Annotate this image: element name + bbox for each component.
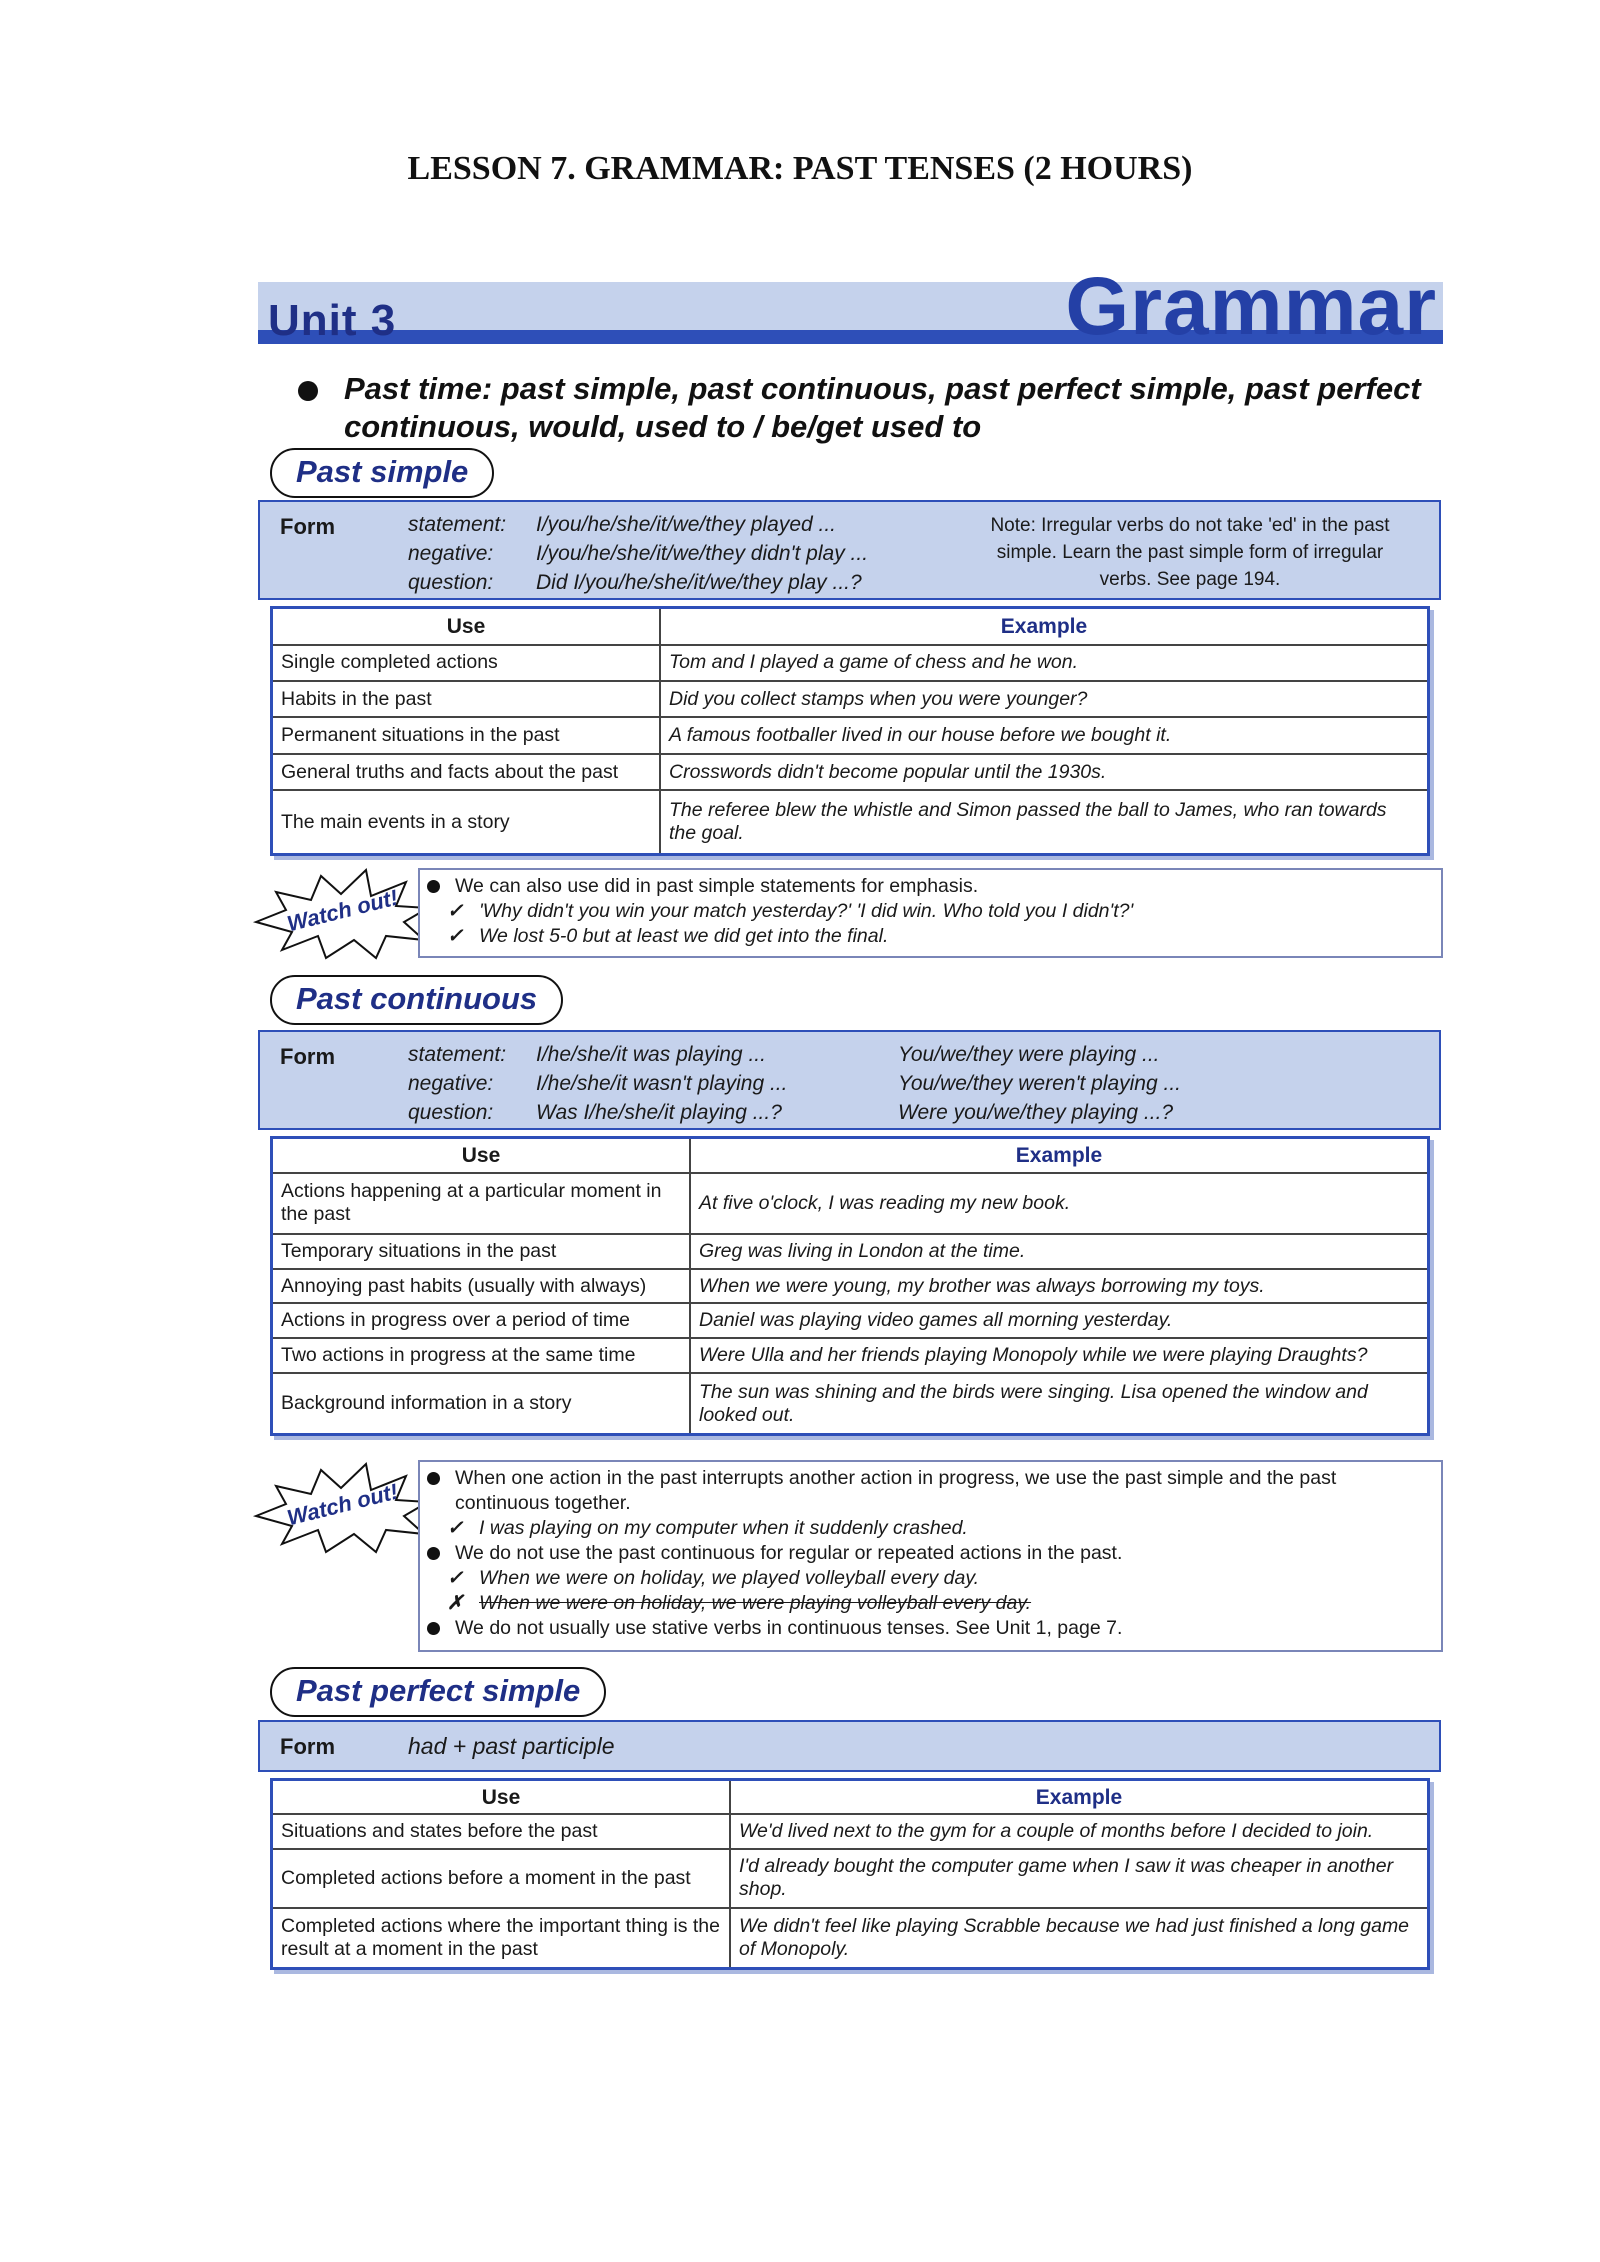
form-box-past-continuous	[258, 1030, 1441, 1130]
table-row	[272, 717, 1429, 753]
bullet-dot-icon	[298, 381, 318, 401]
example-column-header: Example	[730, 1780, 1429, 1815]
watch-out-bullet: When one action in the past interrupts another action in progress, we use the past simple and the past continuous together.	[455, 1466, 1431, 1516]
example-cell: Crosswords didn't become popular until the 1930s.	[660, 754, 1429, 790]
table-row	[272, 645, 1429, 681]
use-cell: Annoying past habits (usually with always)	[272, 1269, 691, 1304]
section-title-past-perfect: Past perfect simple	[270, 1667, 606, 1717]
grammar-sheet	[258, 261, 1443, 1990]
use-cell: Actions in progress over a period of time	[272, 1303, 691, 1338]
form-row-statement-plural: You/we/they were playing ...	[898, 1043, 1160, 1066]
table-row	[272, 1338, 1429, 1373]
watch-out-example: ✓ We lost 5-0 but at least we did get into the final.	[447, 925, 889, 947]
example-cell: Greg was living in London at the time.	[690, 1234, 1429, 1269]
check-icon: ✓	[447, 1517, 464, 1539]
use-cell: General truths and facts about the past	[272, 754, 661, 790]
form-row-statement: statement: I/he/she/it was playing ...	[408, 1043, 766, 1066]
watch-out-badge	[246, 1456, 436, 1556]
past-simple-table	[270, 606, 1430, 856]
example-cell: We didn't feel like playing Scrabble because we had just finished a long game of Monopoly.	[730, 1908, 1429, 1968]
watch-out-label: Watch out!	[284, 1478, 401, 1531]
form-row-question-plural: Were you/we/they playing ...?	[898, 1101, 1174, 1124]
watch-out-label: Watch out!	[284, 884, 401, 937]
example-cell: The referee blew the whistle and Simon passed the ball to James, who ran towards the goal.	[660, 790, 1429, 854]
form-label: Form	[280, 514, 335, 539]
bullet-dot-icon	[427, 1472, 440, 1485]
use-column-header: Use	[272, 1138, 691, 1173]
use-column-header: Use	[272, 608, 661, 645]
form-value: had + past participle	[408, 1733, 615, 1759]
watch-out-bullet: We can also use did in past simple statements for emphasis.	[455, 874, 1431, 899]
table-row	[272, 754, 1429, 790]
example-cell: I'd already bought the computer game when I saw it was cheaper in another shop.	[730, 1849, 1429, 1909]
example-cell: Did you collect stamps when you were younger?	[660, 681, 1429, 717]
use-cell: Single completed actions	[272, 645, 661, 681]
example-cell: A famous footballer lived in our house before we bought it.	[660, 717, 1429, 753]
example-cell: The sun was shining and the birds were singing. Lisa opened the window and looked out.	[690, 1373, 1429, 1434]
form-row-statement: statement: I/you/he/she/it/we/they played ...	[408, 513, 837, 536]
use-cell: The main events in a story	[272, 790, 661, 854]
table-row	[272, 1908, 1429, 1968]
table-row	[272, 1234, 1429, 1269]
section-title-past-continuous: Past continuous	[270, 975, 563, 1025]
watch-out-box-past-simple	[418, 868, 1443, 958]
example-cell: Tom and I played a game of chess and he won.	[660, 645, 1429, 681]
bullet-dot-icon	[427, 1547, 440, 1560]
table-row	[272, 1814, 1429, 1848]
form-rows	[408, 1040, 787, 1127]
form-label: Form	[280, 1044, 335, 1069]
example-cell: Were Ulla and her friends playing Monopoly while we were playing Draughts?	[690, 1338, 1429, 1373]
use-cell: Background information in a story	[272, 1373, 691, 1434]
watch-out-example: ✓ 'Why didn't you win your match yesterday?' 'I did win. Who told you I didn't?'	[447, 900, 1134, 922]
use-cell: Temporary situations in the past	[272, 1234, 691, 1269]
check-icon: ✓	[447, 1567, 464, 1589]
example-cell: Daniel was playing video games all morning yesterday.	[690, 1303, 1429, 1338]
table-row	[272, 1269, 1429, 1304]
section-title-past-simple: Past simple	[270, 448, 494, 498]
section-heading: Grammar	[1065, 261, 1437, 352]
table-row	[272, 790, 1429, 854]
table-row	[272, 1303, 1429, 1338]
check-icon: ✓	[447, 900, 464, 922]
example-cell: At five o'clock, I was reading my new book.	[690, 1173, 1429, 1234]
table-row	[272, 681, 1429, 717]
past-continuous-table	[270, 1136, 1430, 1436]
table-row	[272, 1849, 1429, 1909]
watch-out-bullet: We do not use the past continuous for regular or repeated actions in the past.	[455, 1541, 1431, 1566]
past-perfect-table	[270, 1778, 1430, 1970]
form-rows	[408, 510, 868, 597]
use-cell: Completed actions before a moment in the past	[272, 1849, 731, 1909]
form-box-past-perfect	[258, 1720, 1441, 1772]
check-icon: ✓	[447, 925, 464, 947]
use-cell: Completed actions where the important thing is the result at a moment in the past	[272, 1908, 731, 1968]
watch-out-wrong-example: ✗ When we were on holiday, we were playing volleyball every day.	[447, 1592, 1032, 1614]
lesson-title: LESSON 7. GRAMMAR: PAST TENSES (2 HOURS)	[407, 150, 1193, 187]
watch-out-badge	[246, 862, 436, 962]
use-cell: Two actions in progress at the same time	[272, 1338, 691, 1373]
watch-out-bullet: We do not usually use stative verbs in continuous tenses. See Unit 1, page 7.	[455, 1616, 1431, 1641]
watch-out-box-past-continuous	[418, 1460, 1443, 1652]
bullet-dot-icon	[427, 1622, 440, 1635]
form-label: Form	[280, 1734, 335, 1759]
use-cell: Permanent situations in the past	[272, 717, 661, 753]
unit-label: Unit 3	[268, 296, 397, 345]
form-rows-plural	[898, 1040, 1181, 1127]
use-cell: Habits in the past	[272, 681, 661, 717]
form-row-question: question: Was I/he/she/it playing ...?	[408, 1101, 782, 1124]
table-header-row	[272, 608, 1429, 645]
table-header-row	[272, 1780, 1429, 1815]
form-row-negative: negative: I/he/she/it wasn't playing ...	[408, 1072, 788, 1095]
use-column-header: Use	[272, 1780, 731, 1815]
intro-bullet	[298, 370, 1428, 446]
watch-out-example: ✓ When we were on holiday, we played volleyball every day.	[447, 1567, 980, 1589]
use-cell: Situations and states before the past	[272, 1814, 731, 1848]
example-column-header: Example	[690, 1138, 1429, 1173]
table-header-row	[272, 1138, 1429, 1173]
table-row	[272, 1173, 1429, 1234]
form-row-negative-plural: You/we/they weren't playing ...	[898, 1072, 1182, 1095]
intro-text: Past time: past simple, past continuous, past perfect simple, past perfect continuous, would, used to / be/get used to	[344, 371, 1421, 444]
watch-out-example: ✓ I was playing on my computer when it suddenly crashed.	[447, 1517, 968, 1539]
irregular-verbs-note: Note: Irregular verbs do not take 'ed' in the past simple. Learn the past simple form of irregular verbs. See page 194.	[990, 515, 1390, 590]
form-box-past-simple	[258, 500, 1441, 600]
use-cell: Actions happening at a particular moment in the past	[272, 1173, 691, 1234]
example-cell: We'd lived next to the gym for a couple of months before I decided to join.	[730, 1814, 1429, 1848]
example-cell: When we were young, my brother was always borrowing my toys.	[690, 1269, 1429, 1304]
example-column-header: Example	[660, 608, 1429, 645]
cross-icon: ✗	[447, 1592, 464, 1614]
bullet-dot-icon	[427, 880, 440, 893]
form-row-question: question: Did I/you/he/she/it/we/they play ...?	[408, 571, 862, 594]
form-row-negative: negative: I/you/he/she/it/we/they didn't play ...	[408, 542, 869, 565]
table-row	[272, 1373, 1429, 1434]
